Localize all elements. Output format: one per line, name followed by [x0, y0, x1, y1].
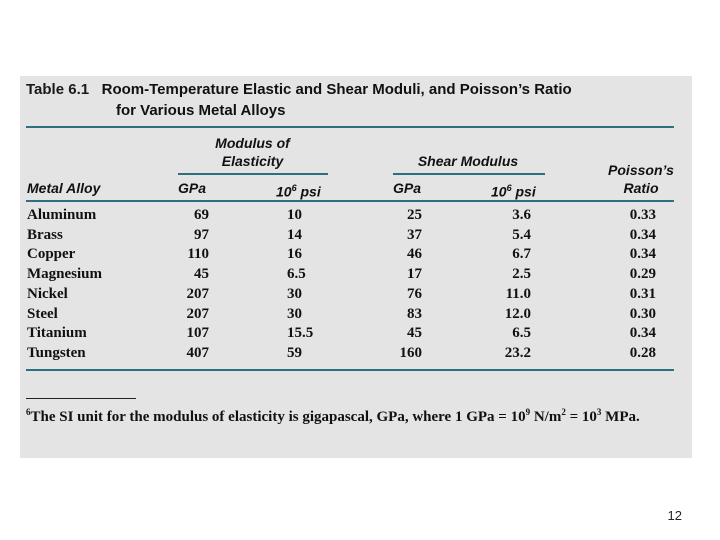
psi-base: 10 [276, 183, 292, 200]
cell-g-gpa: 17 [407, 266, 422, 283]
cell-g-gpa: 83 [407, 305, 422, 322]
cell-poisson: 0.34 [629, 325, 656, 342]
cell-poisson: 0.33 [629, 207, 656, 223]
cell-e-psi: 30 [287, 285, 302, 302]
cell-alloy: Magnesium [27, 266, 102, 283]
cell-alloy: Tungsten [27, 344, 86, 361]
psi-unit: psi [511, 183, 536, 200]
psi-exp: 6 [291, 183, 297, 193]
psi-base: 10 [491, 183, 507, 200]
cell-poisson: 0.34 [629, 246, 656, 263]
cell-alloy: Nickel [27, 285, 68, 302]
cell-e-gpa: 97 [194, 226, 209, 243]
cell-alloy: Brass [27, 226, 63, 243]
cell-poisson: 0.31 [629, 285, 656, 302]
cell-g-gpa: 25 [407, 207, 422, 223]
cell-g-gpa: 45 [407, 325, 422, 342]
poisson-header [598, 161, 684, 197]
col-header-e-gpa: GPa [178, 180, 207, 196]
cell-e-gpa: 207 [186, 305, 209, 322]
shear-group-rule [393, 173, 545, 175]
cell-e-gpa: 207 [186, 285, 209, 302]
bottom-rule [26, 369, 674, 371]
cell-e-gpa: 110 [187, 246, 209, 263]
cell-g-psi: 11.0 [505, 285, 531, 302]
footnote-text-b: N/m [530, 409, 562, 425]
cell-alloy: Aluminum [27, 207, 97, 223]
footnote-rule [26, 398, 136, 399]
cell-e-gpa: 407 [186, 344, 209, 361]
footnote-text-c: = 10 [565, 409, 597, 425]
cell-poisson: 0.30 [629, 305, 656, 322]
cell-g-gpa: 37 [407, 226, 422, 243]
footnote-exp-b: 2 [561, 407, 566, 417]
footnote-text-d: MPa. [601, 409, 640, 425]
cell-alloy: Copper [27, 246, 76, 263]
table-figure [20, 76, 692, 458]
poisson-header-line1: Poisson’s [608, 162, 674, 178]
cell-g-gpa: 160 [399, 344, 422, 361]
modulus-header-line2: Elasticity [221, 153, 284, 169]
table-title-line1: Room-Temperature Elastic and Shear Moduli, and Poisson’s Ratio [101, 81, 572, 98]
cell-g-psi: 2.5 [512, 266, 531, 283]
cell-e-psi: 6.5 [287, 266, 306, 283]
footnote [26, 407, 666, 428]
cell-e-gpa: 69 [194, 207, 209, 223]
modulus-group-rule [178, 173, 328, 175]
cell-alloy: Steel [27, 305, 58, 322]
cell-e-psi: 59 [287, 344, 302, 361]
cell-e-psi: 16 [287, 246, 302, 263]
table-title-line2: for Various Metal Alloys [116, 102, 286, 119]
footnote-text-a: The SI unit for the modulus of elasticity is gigapascal, GPa, where 1 GPa = 10 [30, 409, 526, 425]
col-header-alloy: Metal Alloy [27, 180, 101, 196]
cell-alloy: Titanium [27, 325, 87, 342]
footnote-exp-c: 3 [596, 407, 602, 417]
cell-e-psi: 15.5 [287, 325, 314, 342]
cell-g-gpa: 46 [407, 246, 422, 263]
header-rule [26, 200, 674, 202]
table-label: Table 6.1 [26, 81, 90, 98]
cell-g-gpa: 76 [407, 285, 422, 302]
psi-exp: 6 [506, 183, 512, 193]
top-rule [26, 126, 674, 128]
cell-g-psi: 3.6 [512, 207, 531, 223]
cell-poisson: 0.28 [629, 344, 656, 361]
cell-poisson: 0.34 [629, 226, 656, 243]
psi-unit: psi [296, 183, 321, 200]
shear-group-header: Shear Modulus [417, 153, 519, 169]
col-header-g-gpa: GPa [393, 180, 422, 196]
cell-e-psi: 14 [287, 226, 302, 243]
footnote-exp-a: 9 [525, 407, 531, 417]
footnote-marker: 6 [26, 407, 31, 417]
col-header-e-psi [276, 179, 321, 201]
cell-e-psi: 10 [287, 207, 302, 223]
modulus-group-header [190, 134, 315, 170]
cell-e-gpa: 107 [186, 325, 209, 342]
cell-g-psi: 12.0 [504, 305, 531, 322]
cell-poisson: 0.29 [629, 266, 656, 283]
cell-e-gpa: 45 [194, 266, 209, 283]
modulus-header-line1: Modulus of [215, 135, 290, 151]
cell-g-psi: 6.7 [512, 246, 531, 263]
poisson-header-line2: Ratio [623, 180, 659, 196]
table-title [26, 79, 572, 121]
col-header-g-psi [491, 179, 536, 201]
page-number: 12 [667, 508, 682, 523]
cell-g-psi: 5.4 [512, 226, 531, 243]
cell-g-psi: 23.2 [504, 344, 531, 361]
cell-e-psi: 30 [287, 305, 302, 322]
cell-g-psi: 6.5 [512, 325, 531, 342]
